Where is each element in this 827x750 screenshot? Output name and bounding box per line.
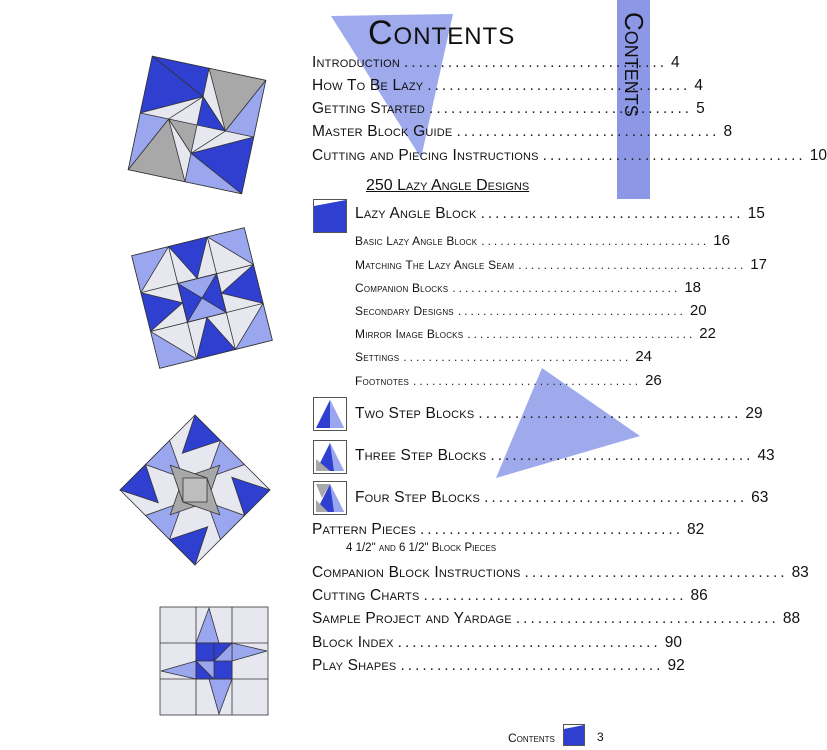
footer-label: Contents [508, 731, 555, 745]
toc-label: Getting Started [312, 100, 426, 117]
toc-label: Three Step Blocks [355, 447, 487, 464]
toc-subitem-basic-lazy-angle[interactable] [355, 232, 730, 249]
leader-dots: .................................... [480, 205, 744, 222]
leader-dots: .................................... [400, 657, 664, 674]
toc-label: Sample Project and Yardage [312, 610, 512, 627]
leader-dots: .................................... [490, 447, 754, 464]
toc-label: How To Be Lazy [312, 77, 424, 94]
two-step-thumb-icon [313, 397, 347, 431]
toc-label: Secondary Designs [355, 304, 454, 318]
toc-item-three-step-blocks[interactable] [355, 447, 775, 465]
toc-page: 20 [689, 302, 707, 319]
toc-label: Two Step Blocks [355, 405, 475, 422]
toc-subitem-companion-blocks[interactable] [355, 279, 702, 296]
toc-item-sample-project[interactable] [312, 610, 801, 628]
leader-dots: .................................... [515, 610, 779, 627]
toc-label: Block Index [312, 634, 394, 651]
toc-label: Introduction [312, 54, 400, 71]
toc-page: 26 [645, 372, 662, 389]
toc-item-block-index[interactable] [312, 634, 682, 652]
toc-item-play-shapes[interactable] [312, 657, 685, 675]
toc-item-getting-started[interactable] [312, 100, 705, 118]
toc-page: 22 [699, 325, 716, 342]
page-title: Contents [368, 14, 516, 52]
toc-label: Mirror Image Blocks [355, 327, 464, 341]
toc-page: 43 [757, 447, 775, 464]
toc-subitem-footnotes[interactable] [355, 372, 662, 389]
toc-label: Footnotes [355, 374, 410, 388]
leader-dots: .................................... [457, 304, 686, 318]
quilt-block-star-grid-icon [128, 224, 276, 372]
toc-label: Pattern Pieces [312, 521, 416, 538]
toc-page: 4 [694, 77, 703, 94]
contents-side-tab[interactable]: Contents [617, 0, 650, 199]
toc-label: Master Block Guide [312, 123, 453, 140]
toc-page: 83 [791, 564, 809, 581]
toc-label: Cutting and Piecing Instructions [312, 147, 539, 164]
quilt-block-pinwheel-icon [122, 50, 272, 200]
lazy-angle-thumb-icon [313, 199, 347, 233]
toc-item-master-block-guide[interactable] [312, 123, 733, 141]
pattern-pieces-note: 4 1/2" and 6 1/2" Block Pieces [346, 542, 497, 554]
toc-item-pattern-pieces[interactable] [312, 521, 705, 539]
toc-label: Lazy Angle Block [355, 205, 477, 222]
leader-dots: .................................... [481, 234, 710, 248]
toc-item-cutting-and-piecing[interactable] [312, 147, 827, 165]
section-heading: 250 Lazy Angle Designs [366, 177, 530, 194]
toc-label: Four Step Blocks [355, 489, 481, 506]
leader-dots: .................................... [403, 54, 668, 71]
toc-page: 29 [745, 405, 763, 422]
leader-dots: .................................... [518, 258, 747, 272]
toc-item-two-step-blocks[interactable] [355, 405, 763, 423]
leader-dots: .................................... [427, 77, 691, 94]
page-number: 3 [597, 730, 604, 744]
leader-dots: .................................... [423, 587, 687, 604]
leader-dots: .................................... [413, 374, 642, 388]
toc-label: Companion Block Instructions [312, 564, 521, 581]
leader-dots: .................................... [456, 123, 720, 140]
toc-page: 5 [696, 100, 705, 117]
toc-page: 82 [687, 521, 705, 538]
toc-page: 18 [684, 279, 702, 296]
toc-page: 10 [809, 147, 827, 164]
leader-dots: .................................... [429, 100, 693, 117]
toc-label: Companion Blocks [355, 281, 449, 295]
three-step-thumb-icon [313, 440, 347, 474]
toc-label: Cutting Charts [312, 587, 420, 604]
toc-page: 4 [671, 54, 680, 71]
leader-dots: .................................... [478, 405, 742, 422]
toc-page: 16 [713, 232, 730, 249]
toc-item-introduction[interactable] [312, 54, 680, 72]
leader-dots: .................................... [524, 564, 788, 581]
leader-dots: .................................... [452, 281, 681, 295]
toc-page: 17 [750, 256, 767, 273]
toc-subitem-secondary-designs[interactable] [355, 302, 707, 319]
quilt-block-diamond-star-icon [120, 415, 270, 565]
toc-item-cutting-charts[interactable] [312, 587, 708, 605]
toc-item-four-step-blocks[interactable] [355, 489, 769, 507]
leader-dots: .................................... [484, 489, 748, 506]
toc-page: 90 [664, 634, 682, 651]
toc-subitem-mirror-image[interactable] [355, 325, 716, 342]
toc-page: 92 [667, 657, 685, 674]
quilt-block-nine-patch-star-icon [159, 606, 269, 716]
toc-page: 63 [751, 489, 769, 506]
leader-dots: .................................... [467, 327, 696, 341]
footer-lazy-angle-icon [563, 724, 585, 746]
toc-label: Play Shapes [312, 657, 397, 674]
toc-subitem-matching-seam[interactable] [355, 256, 767, 273]
toc-page: 86 [690, 587, 708, 604]
toc-item-companion-block-instructions[interactable] [312, 564, 809, 582]
toc-label: Settings [355, 350, 400, 364]
toc-label: Matching The Lazy Angle Seam [355, 258, 515, 272]
four-step-thumb-icon [313, 481, 347, 515]
toc-page: 88 [782, 610, 801, 627]
leader-dots: .................................... [419, 521, 684, 538]
leader-dots: .................................... [397, 634, 661, 651]
leader-dots: .................................... [542, 147, 806, 164]
toc-page: 8 [723, 123, 733, 140]
toc-page: 15 [747, 205, 765, 222]
toc-page: 24 [635, 348, 652, 365]
toc-item-lazy-angle-block[interactable] [355, 205, 765, 223]
leader-dots: .................................... [403, 350, 632, 364]
toc-subitem-settings[interactable] [355, 348, 652, 365]
toc-item-how-to-be-lazy[interactable] [312, 77, 703, 95]
toc-label: Basic Lazy Angle Block [355, 234, 478, 248]
